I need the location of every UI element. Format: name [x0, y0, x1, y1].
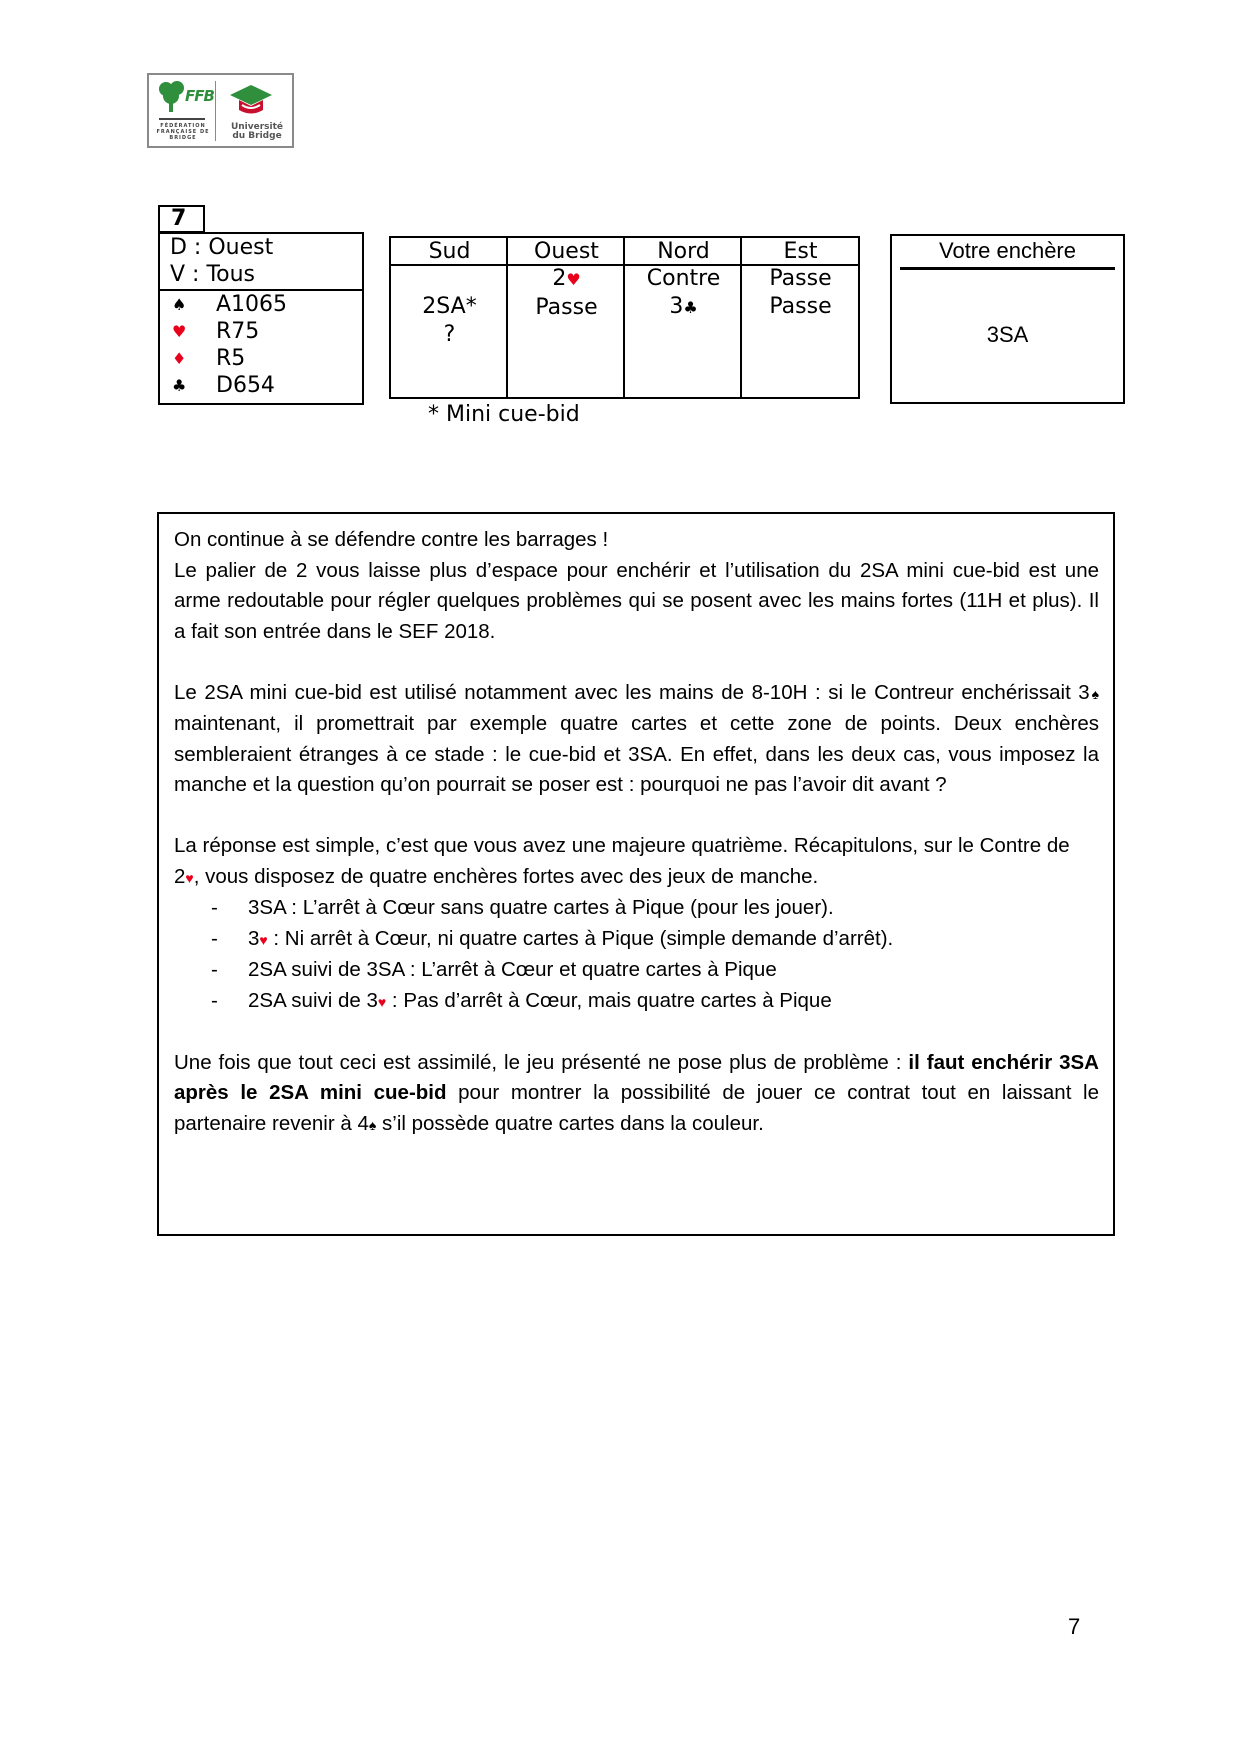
bidding-header-ouest: Ouest [534, 239, 599, 264]
bid-list [174, 893, 1099, 1017]
bid-cell [625, 293, 742, 322]
bidding-header-nord: Nord [657, 239, 710, 264]
club-cards: D654 [216, 373, 275, 398]
diamond-cards: R5 [216, 346, 246, 371]
heart-cards: R75 [216, 319, 260, 344]
text-run: 3SA : L’arrêt à Cœur sans quatre cartes à Pique (pour les jouer). [248, 896, 834, 919]
ffb-tree-icon [157, 80, 187, 114]
answer-title: Votre enchère [939, 238, 1076, 263]
list-item [174, 955, 1099, 986]
bid-level: 2 [552, 266, 567, 291]
explanation-paragraph: Le palier de 2 vous laisse plus d’espace pour enchérir et l’utilisation du 2SA mini cue-bid est une arme redoutable pour régler quelques problèmes qui se posent avec les mains fortes (11H et plus). Il a fait son entrée dans le SEF 2018. [174, 558, 1099, 643]
text-run: : Pas d’arrêt à Cœur, mais quatre cartes à Pique [386, 988, 832, 1012]
spade-cards: A1065 [216, 292, 288, 317]
bid-level: 3 [669, 294, 684, 319]
bid-cell: 2SA* [422, 294, 477, 319]
bid-cell: ? [443, 322, 456, 347]
bullet-dash: - [211, 896, 218, 919]
ffb-universite-logo [147, 73, 294, 148]
text-run: 3 [248, 926, 260, 950]
dealer: D : Ouest [170, 235, 274, 260]
bullet-dash: - [211, 988, 218, 1012]
heart-icon: ♥ [377, 993, 387, 1010]
spade-icon: ♠ [1089, 685, 1100, 702]
text-run: 2SA suivi de 3 [248, 988, 378, 1012]
key-advice: il faut enchérir 3SA après le 2SA mini cue-bid [174, 1050, 1099, 1104]
ffb-subtitle: FÉDÉRATION FRANÇAISE DE BRIDGE [156, 123, 210, 141]
text-run: maintenant, il promettrait par exemple quatre cartes et cette zone de points. Deux enchères sembleraient étranges à ce stade : le cue-bid et 3SA. En effet, dans les deux cas, vous imposez la manche et la question qu’on pourrait se poser est : pourquoi ne pas l’avoir dit avant ? [174, 712, 1099, 796]
page-number: 7 [1068, 1614, 1081, 1639]
explanation-paragraph [174, 678, 1099, 801]
list-item [174, 924, 1099, 956]
bidding-col-ouest [508, 238, 625, 322]
bidding-header-sud: Sud [428, 239, 471, 264]
ffb-rule [159, 118, 205, 120]
diamond-icon: ♦ [172, 349, 187, 368]
bullet-dash: - [211, 958, 218, 981]
list-item [174, 893, 1099, 924]
heart-icon: ♥ [566, 270, 581, 289]
club-icon: ♣ [683, 298, 698, 317]
club-icon: ♣ [172, 376, 187, 395]
answer-box [890, 234, 1125, 404]
text-run: La réponse est simple, c’est que vous avez une majeure quatrième. Récapitulons, sur le Contre de 2 [174, 834, 1070, 888]
text-run: s’il possède quatre cartes dans la couleur. [376, 1111, 764, 1135]
bullet-dash: - [211, 926, 218, 950]
answer-rule [900, 267, 1115, 270]
heart-icon: ♥ [172, 322, 187, 341]
list-item [174, 986, 1099, 1018]
text-run: : Ni arrêt à Cœur, ni quatre cartes à Pique (simple demande d’arrêt). [267, 926, 894, 950]
bid-cell: Passe [769, 266, 832, 291]
hand-separator [160, 289, 362, 291]
bidding-col-sud [391, 238, 508, 349]
text-run: Le 2SA mini cue-bid est utilisé notamment avec les mains de 8-10H : si le Contreur enchérissait 3 [174, 680, 1090, 704]
text-run: pour montrer la possibilité de jouer ce contrat tout en laissant le partenaire revenir à 4 [174, 1081, 1099, 1135]
explanation-paragraph [174, 831, 1099, 893]
universite-line1: Université [230, 122, 284, 132]
logo-divider [215, 81, 216, 141]
explanation-conclusion [174, 1048, 1099, 1141]
spade-icon: ♠ [368, 1116, 377, 1133]
bid-cell: Contre [646, 266, 721, 291]
deal-number: 7 [158, 205, 205, 233]
bid-cell: Passe [769, 294, 832, 319]
graduation-cap-icon [228, 83, 274, 119]
ffb-wordmark: FFB [185, 87, 214, 105]
bidding-col-nord [625, 238, 742, 322]
bid-cell [391, 265, 508, 293]
explanation-box [157, 512, 1115, 1236]
hand-box [158, 232, 364, 405]
vulnerability: V : Tous [170, 262, 256, 287]
universite-text [221, 123, 293, 141]
bidding-col-est [742, 238, 859, 321]
universite-line2: du Bridge [232, 131, 282, 141]
spade-icon: ♠ [172, 295, 187, 314]
heart-icon: ♥ [259, 931, 268, 948]
text-run: 2SA suivi de 3SA : L’arrêt à Cœur et quatre cartes à Pique [248, 958, 777, 981]
bidding-footnote: * Mini cue-bid [428, 402, 580, 427]
bidding-header-est: Est [783, 239, 818, 264]
text-run: , vous disposez de quatre enchères fortes avec des jeux de manche. [193, 864, 819, 888]
explanation-intro: On continue à se défendre contre les barrages ! [174, 528, 609, 551]
heart-icon: ♥ [185, 869, 194, 886]
answer-value: 3SA [986, 322, 1029, 347]
text-run: Une fois que tout ceci est assimilé, le jeu présenté ne pose plus de problème : [174, 1050, 909, 1074]
bid-cell [508, 265, 625, 294]
bid-cell: Passe [535, 295, 598, 320]
bidding-table [389, 236, 860, 399]
